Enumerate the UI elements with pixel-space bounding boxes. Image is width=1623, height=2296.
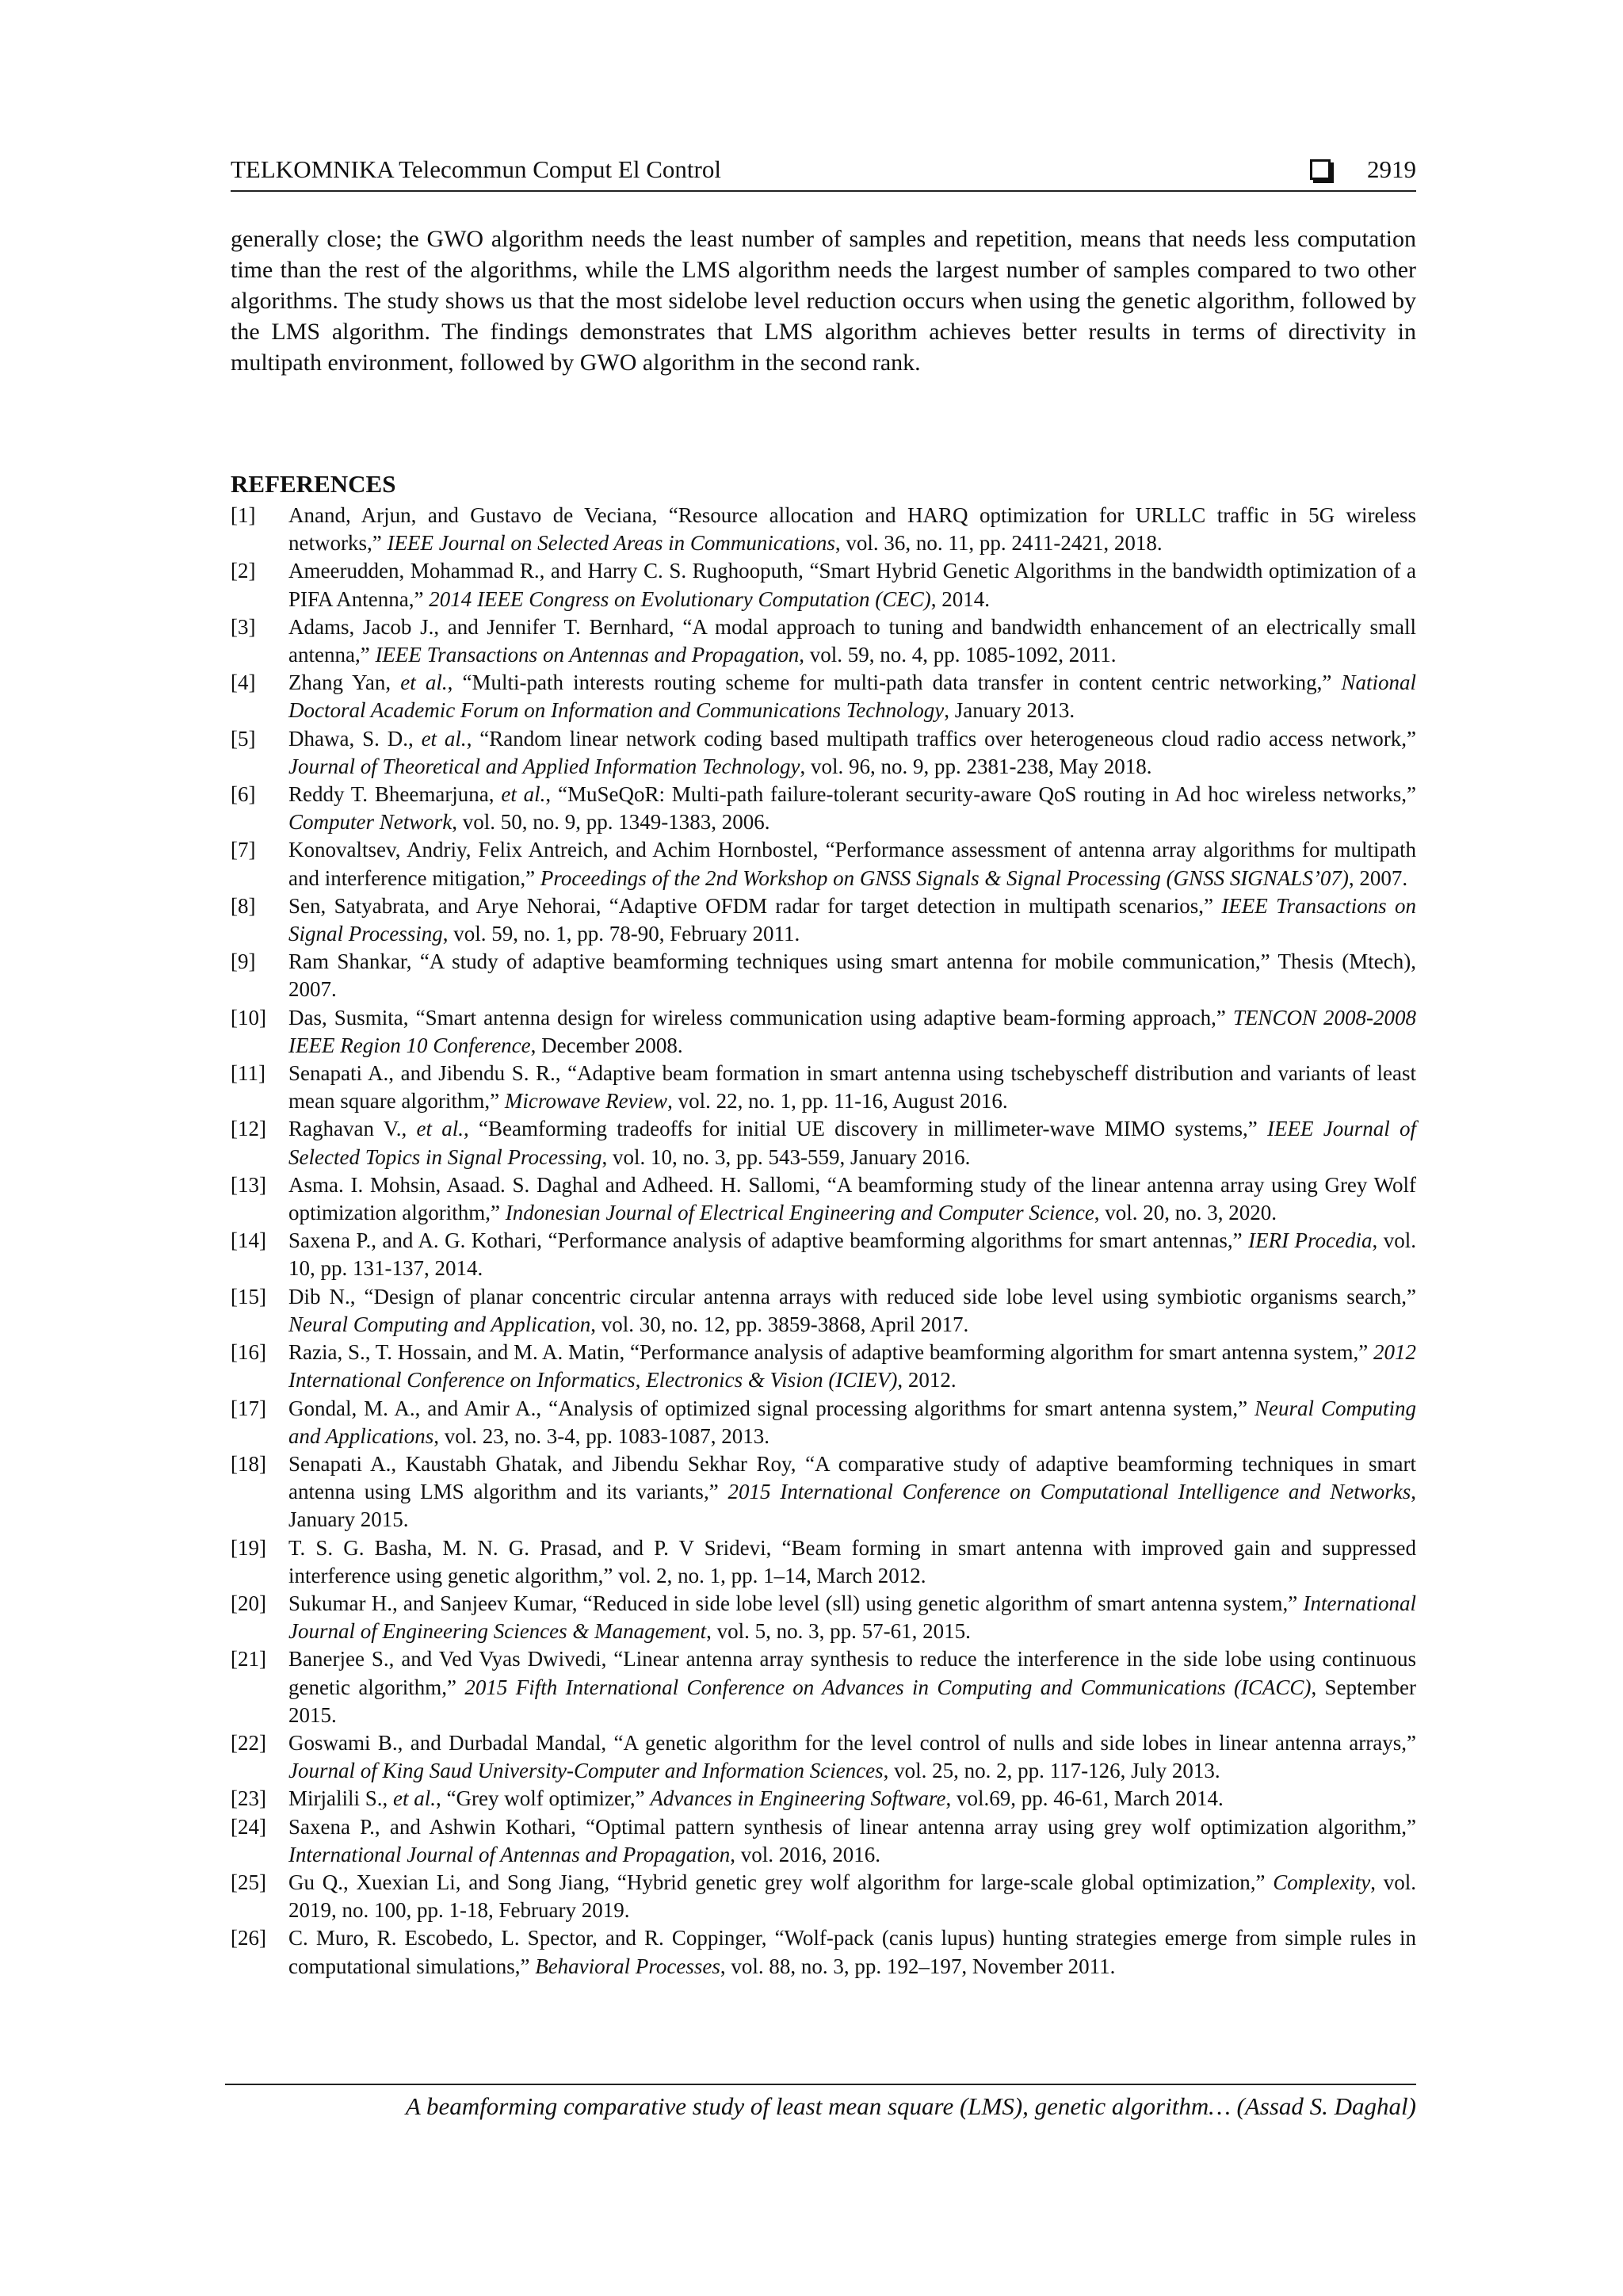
reference-number: [15] (231, 1284, 266, 1308)
reference-authors-title: Anand, Arjun, and Gustavo de Veciana, “Resource allocation and HARQ optimization for URLLC traffic in 5G wireless networks,” (288, 503, 1416, 556)
reference-venue: Journal of Theoretical and Applied Information Technology (288, 754, 800, 778)
reference-title: , “Random linear network coding based multipath traffics over heterogeneous cloud radio access network,” (466, 726, 1416, 751)
reference-text (288, 1004, 1416, 1060)
reference-text (288, 1060, 1416, 1115)
reference-details: , January 2015. (288, 1480, 1417, 1532)
reference-text (288, 613, 1416, 669)
reference-authors-title: Banerjee S., and Ved Vyas Dwivedi, “Linear antenna array synthesis to reduce the interference in the side lobe using continuous genetic algorithm,” (288, 1647, 1416, 1699)
reference-details: , December 2008. (530, 1033, 683, 1057)
reference-title: , “Beamforming tradeoffs for initial UE discovery in millimeter-wave MIMO systems,” (464, 1117, 1268, 1141)
reference-authors-title: Asma. I. Mohsin, Asaad. S. Daghal and Adheed. H. Sallomi, “A beamforming study of the linear antenna array using Grey Wolf optimization algorithm,” (288, 1172, 1416, 1225)
reference-item (231, 1283, 1416, 1339)
reference-authors-title: Das, Susmita, “Smart antenna design for wireless communication using adaptive beam-forming approach,” (288, 1005, 1233, 1030)
reference-text (288, 1171, 1416, 1227)
reference-number: [17] (231, 1396, 266, 1420)
reference-et-al: et al. (501, 782, 546, 807)
reference-item (231, 1869, 1416, 1924)
reference-et-al: et al. (421, 726, 467, 751)
reference-details: , vol. 59, no. 4, pp. 1085-1092, 2011. (799, 643, 1117, 667)
reference-item (231, 1534, 1416, 1590)
page-number-block (1310, 155, 1416, 184)
running-header (231, 152, 1416, 192)
reference-number: [13] (231, 1172, 266, 1197)
reference-authors-title: Senapati A., and Jibendu S. R., “Adaptive beam formation in smart antenna using tschebyscheff distribution and variants of least mean square algorithm,” (288, 1061, 1416, 1114)
reference-authors-title: Goswami B., and Durbadal Mandal, “A genetic algorithm for the level control of nulls and side lobes in linear antenna arrays,” (288, 1730, 1416, 1755)
reference-text (288, 836, 1416, 892)
reference-number: [7] (231, 838, 256, 862)
reference-venue: Indonesian Journal of Electrical Engineering and Computer Science (505, 1201, 1094, 1225)
reference-authors-title: T. S. G. Basha, M. N. G. Prasad, and P. V Sridevi, “Beam forming in smart antenna with improved gain and suppressed interference using genetic algorithm,” vol. 2, no. 1, pp. 1–14, March 2012. (288, 1535, 1416, 1587)
reference-text (288, 1450, 1416, 1534)
reference-details: , vol. 2016, 2016. (730, 1842, 880, 1866)
reference-et-al: et al. (400, 670, 448, 695)
reference-text (288, 1227, 1416, 1282)
reference-details: , January 2013. (944, 698, 1075, 723)
reference-number: [16] (231, 1340, 266, 1365)
reference-item (231, 781, 1416, 836)
reference-number: [4] (231, 670, 256, 695)
reference-venue: TENCON 2008-2008 IEEE Region 10 Conference (288, 1005, 1416, 1057)
reference-venue: IEEE Journal on Selected Areas in Communications (387, 531, 835, 556)
reference-number: [20] (231, 1591, 266, 1615)
reference-number: [21] (231, 1647, 266, 1671)
reference-item (231, 1339, 1416, 1394)
reference-details: , vol. 10, pp. 131-137, 2014. (288, 1228, 1416, 1281)
reference-details: , vol. 23, no. 3-4, pp. 1083-1087, 2013. (433, 1423, 769, 1448)
reference-authors-title: Dhawa, S. D., (288, 726, 422, 751)
reference-title: , “Grey wolf optimizer,” (436, 1786, 651, 1811)
reference-item (231, 1060, 1416, 1115)
reference-number: [26] (231, 1926, 266, 1950)
reference-text (288, 1785, 1416, 1813)
reference-number: [9] (231, 949, 256, 974)
reference-item (231, 1395, 1416, 1450)
reference-item (231, 1115, 1416, 1171)
reference-details: , 2007. (1348, 865, 1408, 890)
reference-text (288, 1115, 1416, 1171)
reference-venue: International Journal of Engineering Sciences & Management (288, 1591, 1416, 1644)
reference-details: , 2014. (930, 586, 990, 611)
reference-authors-title: Sen, Satyabrata, and Arye Nehorai, “Adaptive OFDM radar for target detection in multipath scenarios,” (288, 893, 1222, 918)
reference-authors-title: Saxena P., and Ashwin Kothari, “Optimal pattern synthesis of linear antenna array using grey wolf optimization algorithm,” (288, 1814, 1416, 1839)
reference-authors-title: Mirjalili S., (288, 1786, 394, 1811)
reference-authors-title: Senapati A., Kaustabh Ghatak, and Jibendu Sekhar Roy, “A comparative study of adaptive beamforming techniques in smart antenna using LMS algorithm and its variants,” (288, 1451, 1416, 1504)
reference-authors-title: Dib N., “Design of planar concentric circular antenna arrays with reduced side lobe level using symbiotic organisms search,” (288, 1284, 1416, 1308)
footer-divider (225, 2084, 1416, 2085)
journal-title: TELKOMNIKA Telecommun Comput El Control (231, 155, 721, 183)
reference-authors-title: Gu Q., Xuexian Li, and Song Jiang, “Hybrid genetic grey wolf algorithm for large-scale global optimization,” (288, 1870, 1274, 1894)
reference-details: , vol. 59, no. 1, pp. 78-90, February 2011. (442, 922, 800, 946)
reference-number: [6] (231, 782, 256, 807)
reference-venue: Advances in Engineering Software (650, 1786, 946, 1811)
reference-text (288, 669, 1416, 724)
reference-number: [1] (231, 503, 256, 527)
reference-item (231, 1227, 1416, 1282)
reference-item (231, 1785, 1416, 1813)
reference-number: [23] (231, 1786, 266, 1811)
reference-authors-title: Ram Shankar, “A study of adaptive beamforming techniques using smart antenna for mobile communication,” Thesis (Mtech), 2007. (288, 949, 1416, 1002)
reference-authors-title: Gondal, M. A., and Amir A., “Analysis of optimized signal processing algorithms for smart antenna system,” (288, 1396, 1255, 1420)
reference-item (231, 1590, 1416, 1645)
reference-details: , vol. 96, no. 9, pp. 2381-238, May 2018. (800, 754, 1152, 778)
reference-venue: 2014 IEEE Congress on Evolutionary Computation (CEC) (429, 586, 931, 611)
reference-text (288, 1534, 1416, 1590)
reference-number: [25] (231, 1870, 266, 1894)
reference-et-al: et al. (416, 1117, 464, 1141)
reference-details: , vol. 36, no. 11, pp. 2411-2421, 2018. (834, 531, 1163, 556)
reference-details: , vol. 30, no. 12, pp. 3859-3868, April 2017. (590, 1312, 969, 1336)
reference-number: [24] (231, 1814, 266, 1839)
reference-number: [12] (231, 1117, 266, 1141)
reference-number: [19] (231, 1535, 266, 1560)
reference-authors-title: Konovaltsev, Andriy, Felix Antreich, and Achim Hornbostel, “Performance assessment of antenna array algorithms for multipath and interference mitigation,” (288, 838, 1416, 890)
reference-item (231, 725, 1416, 781)
reference-venue: Neural Computing and Applications (288, 1396, 1416, 1448)
reference-text (288, 1813, 1416, 1869)
conclusion-paragraph: generally close; the GWO algorithm needs the least number of samples and repetition, means that needs less computation time than the rest of the algorithms, while the LMS algorithm needs the largest number of samples compared to two other algorithms. The study shows us that the most sidelobe level reduction occurs when using the genetic algorithm, followed by the LMS algorithm. The findings demonstrates that LMS algorithm achieves better results in terms of directivity in multipath environment, followed by GWO algorithm in the second rank. (231, 226, 1416, 376)
reference-item (231, 1729, 1416, 1785)
references-heading: REFERENCES (231, 470, 396, 498)
reference-venue: IERI Procedia (1248, 1228, 1373, 1253)
reference-venue: 2015 Fifth International Conference on Advances in Computing and Communications (ICACC) (464, 1675, 1312, 1699)
reference-text (288, 1924, 1416, 1980)
reference-item (231, 948, 1416, 1003)
reference-text (288, 1339, 1416, 1394)
reference-authors-title: Adams, Jacob J., and Jennifer T. Bernhard, “A modal approach to tuning and bandwidth enhancement of an electrically small antenna,” (288, 614, 1416, 667)
reference-text (288, 948, 1416, 1003)
reference-venue: 2012 International Conference on Informatics, Electronics & Vision (ICIEV) (288, 1340, 1416, 1392)
reference-text (288, 1395, 1416, 1450)
reference-venue: International Journal of Antennas and Propagation (288, 1842, 731, 1866)
reference-text (288, 1590, 1416, 1645)
checkbox-square-icon (1310, 159, 1331, 180)
reference-text (288, 1869, 1416, 1924)
reference-et-al: et al. (393, 1786, 437, 1811)
reference-item (231, 1450, 1416, 1534)
reference-authors-title: C. Muro, R. Escobedo, L. Spector, and R. Coppinger, “Wolf-pack (canis lupus) hunting strategies emerge from simple rules in computational simulations,” (288, 1926, 1416, 1978)
reference-number: [3] (231, 614, 256, 639)
running-footer: A beamforming comparative study of least mean square (LMS), genetic algorithm… (Assad S. Daghal) (405, 2092, 1416, 2120)
reference-item (231, 1004, 1416, 1060)
reference-number: [14] (231, 1228, 266, 1253)
reference-venue: IEEE Transactions on Antennas and Propagation (375, 643, 800, 667)
reference-item (231, 836, 1416, 892)
reference-number: [11] (231, 1061, 265, 1086)
reference-venue: Neural Computing and Application (288, 1312, 591, 1336)
reference-item (231, 613, 1416, 669)
reference-venue: Proceedings of the 2nd Workshop on GNSS Signals & Signal Processing (GNSS SIGNALS’07) (540, 865, 1349, 890)
reference-venue: Computer Network (288, 810, 453, 835)
reference-title: , “Multi-path interests routing scheme for multi-path data transfer in content centric networking,” (447, 670, 1342, 695)
reference-authors-title: Raghavan V., (288, 1117, 417, 1141)
reference-text (288, 1729, 1416, 1785)
reference-venue: IEEE Journal of Selected Topics in Signal Processing (288, 1117, 1416, 1169)
reference-item (231, 1645, 1416, 1729)
reference-number: [10] (231, 1005, 266, 1030)
reference-authors-title: Reddy T. Bheemarjuna, (288, 782, 502, 807)
reference-details: , vol. 10, no. 3, pp. 543-559, January 2016. (601, 1144, 971, 1169)
reference-text (288, 557, 1416, 613)
reference-details: , vol. 50, no. 9, pp. 1349-1383, 2006. (452, 810, 770, 835)
reference-item (231, 557, 1416, 613)
reference-authors-title: Ameerudden, Mohammad R., and Harry C. S. Rughooputh, “Smart Hybrid Genetic Algorithms in the bandwidth optimization of a PIFA Antenna,” (288, 559, 1416, 611)
reference-list (231, 502, 1416, 1981)
reference-text (288, 892, 1416, 948)
reference-authors-title: Saxena P., and A. G. Kothari, “Performance analysis of adaptive beamforming algorithms for smart antennas,” (288, 1228, 1249, 1253)
reference-text (288, 502, 1416, 557)
reference-details: , vol.69, pp. 46-61, March 2014. (945, 1786, 1224, 1811)
reference-item (231, 669, 1416, 724)
reference-venue: Complexity (1273, 1870, 1371, 1894)
reference-details: , vol. 5, no. 3, pp. 57-61, 2015. (706, 1619, 971, 1644)
reference-details: , vol. 25, no. 2, pp. 117-126, July 2013. (883, 1759, 1220, 1783)
reference-item (231, 502, 1416, 557)
reference-details: , 2012. (897, 1368, 957, 1392)
reference-venue: Microwave Review (504, 1089, 668, 1114)
reference-details: , vol. 22, no. 1, pp. 11-16, August 2016. (667, 1089, 1008, 1114)
reference-details: , vol. 88, no. 3, pp. 192–197, November 2011. (720, 1954, 1116, 1978)
reference-number: [22] (231, 1730, 266, 1755)
reference-number: [8] (231, 893, 256, 918)
reference-details: , vol. 20, no. 3, 2020. (1094, 1201, 1277, 1225)
reference-number: [5] (231, 726, 256, 751)
reference-venue: Behavioral Processes (535, 1954, 720, 1978)
reference-text (288, 781, 1416, 836)
reference-number: [18] (231, 1451, 266, 1476)
reference-authors-title: Razia, S., T. Hossain, and M. A. Matin, “Performance analysis of adaptive beamforming algorithm for smart antenna system,” (288, 1340, 1373, 1365)
reference-details: , vol. 2019, no. 100, pp. 1-18, February 2019. (288, 1870, 1416, 1923)
reference-number: [2] (231, 559, 256, 583)
reference-authors-title: Sukumar H., and Sanjeev Kumar, “Reduced in side lobe level (sll) using genetic algorithm of smart antenna system,” (288, 1591, 1304, 1615)
reference-item (231, 1171, 1416, 1227)
reference-text (288, 725, 1416, 781)
reference-venue: IEEE Transactions on Signal Processing (288, 893, 1416, 946)
reference-item (231, 1924, 1416, 1980)
reference-venue: Journal of King Saud University-Computer and Information Sciences (288, 1759, 884, 1783)
reference-venue: National Doctoral Academic Forum on Information and Communications Technology (288, 670, 1416, 723)
reference-text (288, 1645, 1416, 1729)
reference-title: , “MuSeQoR: Multi-path failure-tolerant security-aware QoS routing in Ad hoc wireless networks,” (545, 782, 1416, 807)
reference-item (231, 1813, 1416, 1869)
reference-text (288, 1283, 1416, 1339)
reference-venue: 2015 International Conference on Computational Intelligence and Networks (727, 1480, 1411, 1504)
page-number: 2919 (1367, 155, 1416, 183)
reference-details: , September 2015. (288, 1675, 1417, 1727)
reference-authors-title: Zhang Yan, (288, 670, 401, 695)
reference-item (231, 892, 1416, 948)
